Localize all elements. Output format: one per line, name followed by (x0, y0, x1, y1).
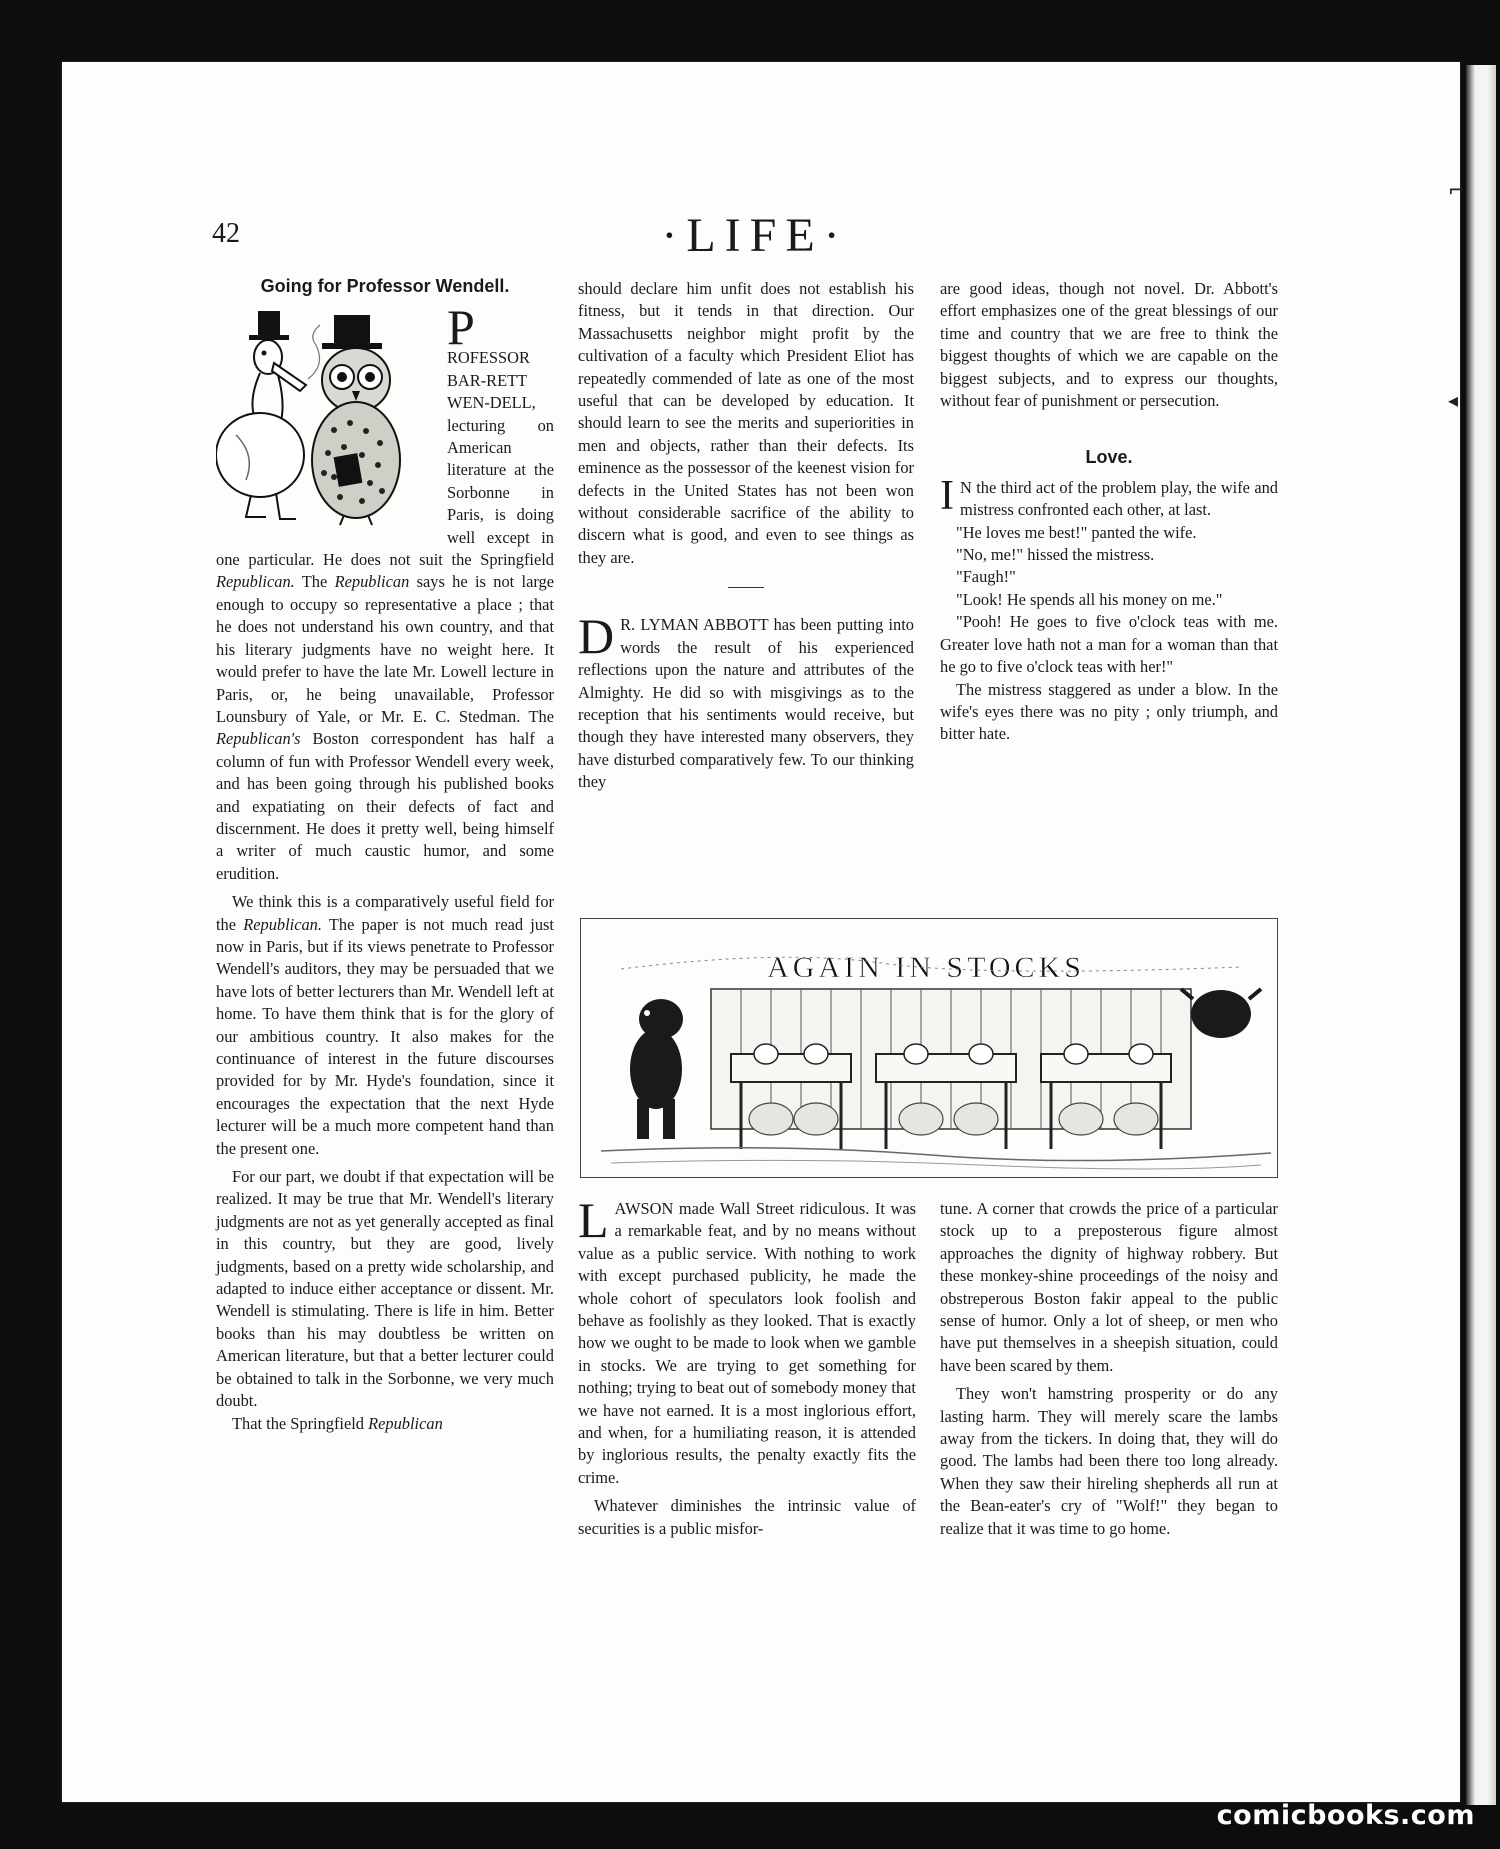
masthead-title: ·LIFE· (661, 209, 849, 262)
lawson-column-1 (578, 1192, 916, 1540)
republican-ref: Republican. (216, 572, 295, 592)
republican-ref: Republican (334, 572, 410, 592)
column-1 (216, 275, 554, 1435)
edge-arrow-icon: ◂ (1448, 388, 1459, 412)
wendell-para-1-rest: says he is not large enough to occupy so representative a place ; that he does not understand his own country, and that his literary judgments have no weight here. It would prefer to have the late Mr. Lowell lecture in Paris, or, he being unavailable, Professor Lounsbury of Yale, or Mr. E. C. Stedman. The (216, 572, 554, 726)
wendell-para-2: We think this is a comparatively useful field for the (216, 892, 554, 934)
wendell-para-3: For our part, we doubt if that expectation will be realized. It may be true that Mr. Wendell's literary judgments are not as yet generally accepted as final in this country, but they are good, lively judgments, based on a pretty wide scholarship, and adapted to induce either acceptance or dissent. Mr. Wendell is stimulating. There is life in him. Better books than his may doubtless be written on American literature, but that a better lecturer could be obtained to talk in the Sorbonne, we very much doubt. (216, 1167, 554, 1411)
abbott-para-1-continued: are good ideas, though not novel. Dr. Abbott's effort emphasizes one of the great blessings of our time and country that we are free to think the biggest thoughts of which we are capable on the biggest subjects, and to express our thoughts, without fear of punishment or persecution. (940, 279, 1278, 411)
edge-mark-icon: ⌐ (1448, 178, 1465, 202)
republican-ref: Republican's (216, 729, 301, 749)
column-3 (940, 278, 1278, 746)
dropcap-p: P (447, 299, 475, 356)
next-page-edge (1466, 65, 1496, 1805)
republican-ref: Republican (368, 1413, 443, 1433)
love-para-7: The mistress staggered as under a blow. In the wife's eyes there was no pity ; only triumph, and bitter hate. (940, 679, 1278, 744)
dropcap-d: D (578, 608, 615, 665)
love-heading: Love. (1085, 447, 1133, 468)
column-2 (578, 278, 914, 794)
wendell-para-1-mid: The (301, 572, 328, 592)
dropcap-l: L (578, 1192, 609, 1248)
republican-ref: Republican. (243, 914, 322, 934)
lawson-column-2 (940, 1198, 1278, 1540)
lawson-para-3: They won't hamstring prosperity or do any lasting harm. They will merely scare the lambs away from the tickers. In doing that, they will do good. The lambs had been there too long already. When they saw their hireling shepherds all run at the Bean-eater's cry of "Wolf!" they began to realize that it was time to go home. (940, 1384, 1278, 1538)
wendell-para-2-rest: The paper is not much read just now in Paris, but if its views penetrate to Professor Wendell's auditors, they may be persuaded that we have lots of better lecturers than Mr. Wendell left at home. To have them think that is for the glory of our ambitious country. It also makes for the continuance of interest in the future discourses provided for by Mr. Hyde's foundation, since it encourages the expectation that the next Hyde lecturer will be a much more competent hand than the present one. (216, 914, 554, 1158)
abbott-para-1: R. LYMAN ABBOTT has been putting into words the result of his experienced reflections upon the nature and attributes of the Almighty. He did so with misgivings as to the reception that his sentiments would receive, but though they have interested many observers, they have disturbed comparatively few. To our thinking they (578, 615, 914, 792)
love-para-6: "Pooh! He goes to five o'clock teas with me. Greater love hath not a man for a woman than that he go to five o'clock teas with her!" (940, 612, 1278, 677)
lawson-para-2: Whatever diminishes the intrinsic value of securities is a public misfor- (578, 1496, 916, 1538)
section-divider (728, 587, 764, 588)
stocks-drawing (581, 919, 1277, 1177)
wendell-para-1-end: Boston correspondent has half a column of fun with Professor Wendell every week, and has been going through his published books and expatiating on their defects of fact and discernment. He does it pretty well, being himself a writer of much caustic humor, and some erudition. (216, 729, 554, 883)
love-para-2: "He loves me best!" panted the wife. (956, 522, 1197, 542)
again-in-stocks-illustration (580, 918, 1278, 1178)
wendell-para-4-continued: should declare him unfit does not establish his fitness, but it tends in that direction. Our Massachusetts neighbor might profit by the cultivation of a faculty which President Eliot has repeatedly commended of late as one of the most useful that can be developed by education. It should learn to see the merits and superiorities in men and objects, rather than their defects. Its eminence as the possessor of the keenest vision for defects in the United States has not been won without considerable sacrifice of the ability to discern what is good, and even to see things as they are. (578, 279, 914, 567)
wendell-heading: Going for Professor Wendell. (260, 276, 510, 296)
wendell-para-4: That the Springfield (232, 1413, 365, 1433)
love-para-4: "Faugh!" (956, 567, 1016, 587)
lawson-para-1: AWSON made Wall Street ridiculous. It was a remarkable feat, and by no means without value as a public service. With nothing to work with except purchased publicity, he made the whole cohort of speculators look foolish and behave as foolishly as they looked. That is exactly how we ought to be made to look when we gamble in stocks. We are trying to get something for nothing; trying to beat out of somebody money that we have not earned. It is a most inglorious effort, and when, for a humiliating reason, it is attended by inglorious results, the penalty exactly fits the crime. (578, 1199, 916, 1487)
lawson-para-2-continued: tune. A corner that crowds the price of a particular stock up to a preposterous figure almost approaches the dignity of highway robbery. But these monkey-shine proceedings of the noisy and obstreperous Boston fakir appeal to the public sense of humor. Only a lot of sheep, or men who have put themselves in a sheepish situation, could have been scared by them. (940, 1199, 1278, 1375)
wendell-para-1: ROFESSOR BAR-RETT WEN-DELL, lecturing on American literature at the Sorbonne in Paris, is doing well except in one particular. He does not suit the Springfield (216, 348, 554, 570)
illustration-title: AGAIN IN STOCKS (767, 951, 1085, 984)
love-para-5: "Look! He spends all his money on me." (956, 589, 1223, 609)
duck-and-owl-illustration (216, 305, 441, 527)
page-number: 42 (212, 218, 240, 249)
love-para-3: "No, me!" hissed the mistress. (956, 545, 1155, 565)
dropcap-i: I (940, 472, 954, 519)
love-para-1: N the third act of the problem play, the wife and mistress confronted each other, at last. (960, 477, 1278, 520)
site-watermark: comicbooks.com (1216, 1800, 1475, 1831)
